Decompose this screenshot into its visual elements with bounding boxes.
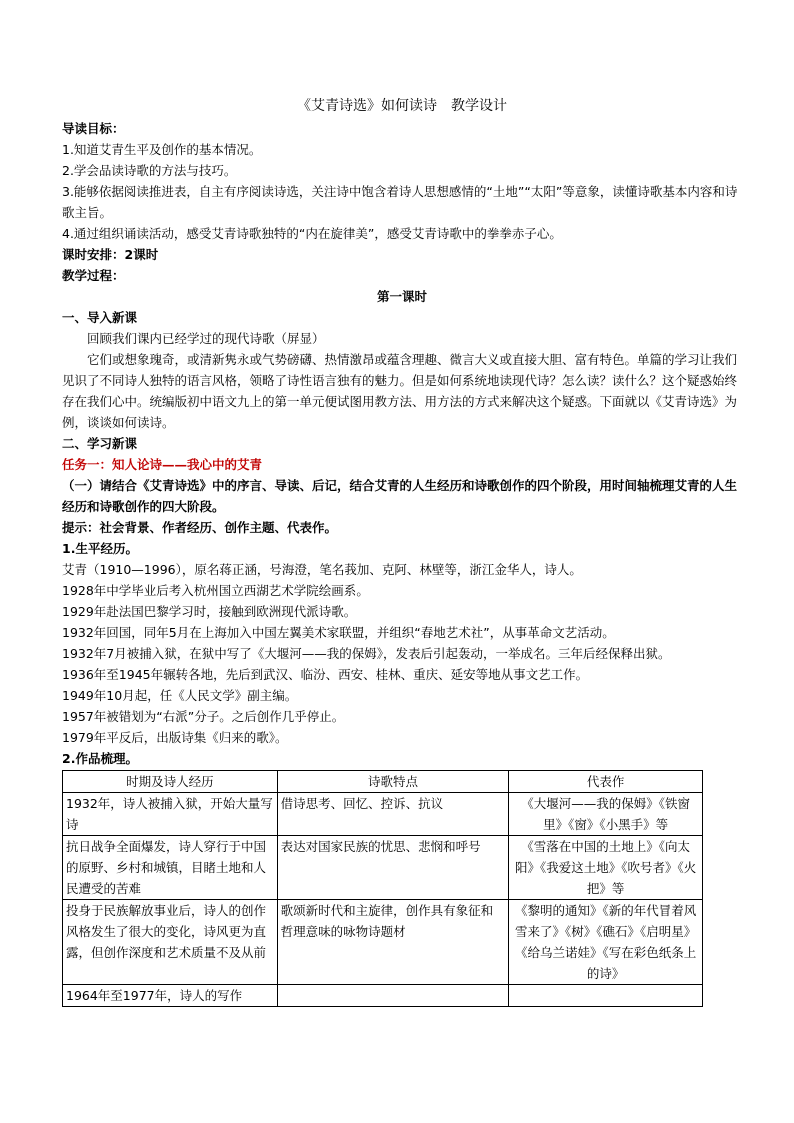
table-cell: 1964年至1977年，诗人的写作	[63, 985, 278, 1007]
doc-title: 《艾青诗选》如何读诗 教学设计	[297, 98, 507, 114]
life-item: 1979年平反后，出版诗集《归来的歌》。	[62, 730, 288, 745]
life-item: 1928年中学毕业后考入杭州国立西湖艺术学院绘画系。	[62, 583, 369, 598]
lesson-heading: 第一课时	[376, 289, 427, 304]
task-heading: 任务一：知人论诗——我心中的艾青	[62, 457, 263, 472]
paragraph: 它们或想象瑰奇，或清新隽永或气势磅礴、热情激昂或蕴含理趣、微言大义或直接大胆、富有特色。单篇的学习让我们见识了不同诗人独特的语言风格，领略了诗性语言独有的魅力。但是如何系统地读现代诗？怎么读？读什么？这个疑惑始终存在我们心中。统编版初中语文九上的第一单元便试图用教方法、用方法的方式来解决这个疑惑。下面就以《艾青诗选》为例，谈谈如何读诗。	[62, 352, 738, 430]
life-item: 1949年10月起，任《人民文学》副主编。	[62, 688, 298, 703]
goal-item: 3.能够依据阅读推进表，自主有序阅读诗选，关注诗中饱含着诗人思想感情的“土地”“太阳”等意象，读懂诗歌基本内容和诗歌主旨。	[62, 184, 738, 220]
section-heading: 一、导入新课	[62, 310, 138, 325]
life-item: 1936年至1945年辗转各地，先后到武汉、临汾、西安、桂林、重庆、延安等地从事文艺工作。	[62, 667, 589, 682]
process-heading: 教学过程：	[62, 268, 125, 283]
life-item: 1957年被错划为“右派”分子。之后创作几乎停止。	[62, 709, 345, 724]
table-cell: 歌颂新时代和主旋律，创作具有象征和哲理意味的咏物诗题材	[277, 900, 509, 985]
life-item: 艾青（1910—1996），原名蒋正涵，号海澄，笔名莪加、克阿、林壁等，浙江金华人，诗人。	[62, 562, 582, 577]
table-cell: 《黎明的通知》《新的年代冒着风雪来了》《树》《礁石》《启明星》《给乌兰诺娃》《写在彩色纸条上的诗》	[509, 900, 703, 985]
goals-heading: 导读目标：	[62, 121, 125, 136]
table-cell	[509, 985, 703, 1007]
table-cell: 《雪落在中国的土地上》《向太阳》《我爱这土地》《吹号者》《火把》等	[509, 836, 703, 900]
life-item: 1929年赴法国巴黎学习时，接触到欧洲现代派诗歌。	[62, 604, 357, 619]
table-header: 诗歌特点	[277, 771, 509, 793]
section-heading: 二、学习新课	[62, 436, 138, 451]
life-heading: 1.生平经历。	[62, 541, 138, 556]
works-heading: 2.作品梳理。	[62, 751, 138, 766]
task-instruction: （一）请结合《艾青诗选》中的序言、导读、后记，结合艾青的人生经历和诗歌创作的四个阶段，用时间轴梳理艾青的人生经历和诗歌创作的四大阶段。	[62, 478, 738, 514]
table-header: 代表作	[509, 771, 703, 793]
table-header: 时期及诗人经历	[63, 771, 278, 793]
table-row	[63, 900, 703, 985]
goal-item: 1.知道艾青生平及创作的基本情况。	[62, 142, 262, 157]
goal-item: 2.学会品读诗歌的方法与技巧。	[62, 163, 237, 178]
table-cell: 借诗思考、回忆、控诉、抗议	[277, 793, 509, 836]
table-cell: 《大堰河——我的保姆》《铁窗里》《窗》《小黑手》等	[509, 793, 703, 836]
table-header-row	[63, 771, 703, 793]
table-cell: 1932年，诗人被捕入狱，开始大量写诗	[63, 793, 278, 836]
table-row	[63, 793, 703, 836]
table-cell: 抗日战争全面爆发，诗人穿行于中国的原野、乡村和城镇，目睹土地和人民遭受的苦难	[63, 836, 278, 900]
works-table	[62, 770, 703, 1007]
table-row	[63, 836, 703, 900]
table-cell: 表达对国家民族的忧思、悲悯和呼号	[277, 836, 509, 900]
goal-item: 4.通过组织诵读活动，感受艾青诗歌独特的“内在旋律美”，感受艾青诗歌中的拳拳赤子心。	[62, 226, 562, 241]
document-page	[62, 96, 742, 1007]
table-row	[63, 985, 703, 1007]
table-cell: 投身于民族解放事业后，诗人的创作风格发生了很大的变化，诗风更为直露，但创作深度和艺术质量不及从前	[63, 900, 278, 985]
life-item: 1932年7月被捕入狱，在狱中写了《大堰河——我的保姆》，发表后引起轰动，一举成名。三年后经保释出狱。	[62, 646, 671, 661]
schedule: 课时安排：2课时	[62, 247, 159, 262]
paragraph: 回顾我们课内已经学过的现代诗歌（屏显）	[87, 331, 325, 346]
life-item: 1932年回国，同年5月在上海加入中国左翼美术家联盟，并组织“春地艺术社”，从事革命文艺活动。	[62, 625, 615, 640]
table-cell	[277, 985, 509, 1007]
hint: 提示：社会背景、作者经历、创作主题、代表作。	[62, 520, 338, 535]
